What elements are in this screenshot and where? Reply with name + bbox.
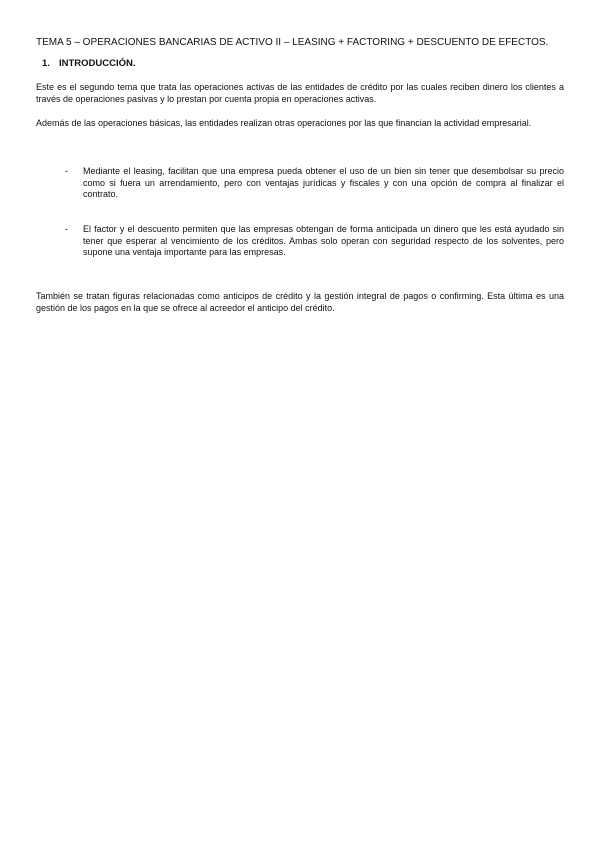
intro-paragraph: Este es el segundo tema que trata las operaciones activas de las entidades de crédito por las cuales reciben dinero los clientes a través de operaciones pasivas y lo prestan por cuenta propia en operaciones activas. — [36, 82, 564, 104]
bullet-marker: - — [65, 224, 68, 234]
section-heading — [42, 58, 136, 70]
bullet-text: El factor y el descuento permiten que las empresas obtengan de forma anticipada un dinero que les está ayudado sin tener que esperar al vencimiento de los créditos. Ambas solo operan con seguridad respecto de los solventes, pero supone una ventaja importante para las empresas. — [83, 224, 564, 257]
bullet-item-leasing — [65, 166, 564, 201]
section-number: 1. — [42, 58, 50, 69]
bullet-text: Mediante el leasing, facilitan que una empresa pueda obtener el uso de un bien sin tener que desembolsar su precio como si fuera un arrendamiento, pero con ventajas jurídicas y fiscales y con una opción de compra al finalizar el contrato. — [83, 166, 564, 199]
closing-paragraph: También se tratan figuras relacionadas como anticipos de crédito y la gestión integral de pagos o confirming. Esta última es una gestión de los pagos en la que se ofrece al acreedor el anticipo del crédito. — [36, 291, 564, 313]
operations-paragraph: Además de las operaciones básicas, las entidades realizan otras operaciones por las que financian la actividad empresarial. — [36, 118, 532, 128]
bullet-marker: - — [65, 166, 68, 176]
document-title: TEMA 5 – OPERACIONES BANCARIAS DE ACTIVO II – LEASING + FACTORING + DESCUENTO DE EFECTOS. — [36, 37, 549, 48]
bullet-item-factoring — [65, 224, 564, 259]
section-heading-text: INTRODUCCIÓN. — [59, 58, 136, 69]
